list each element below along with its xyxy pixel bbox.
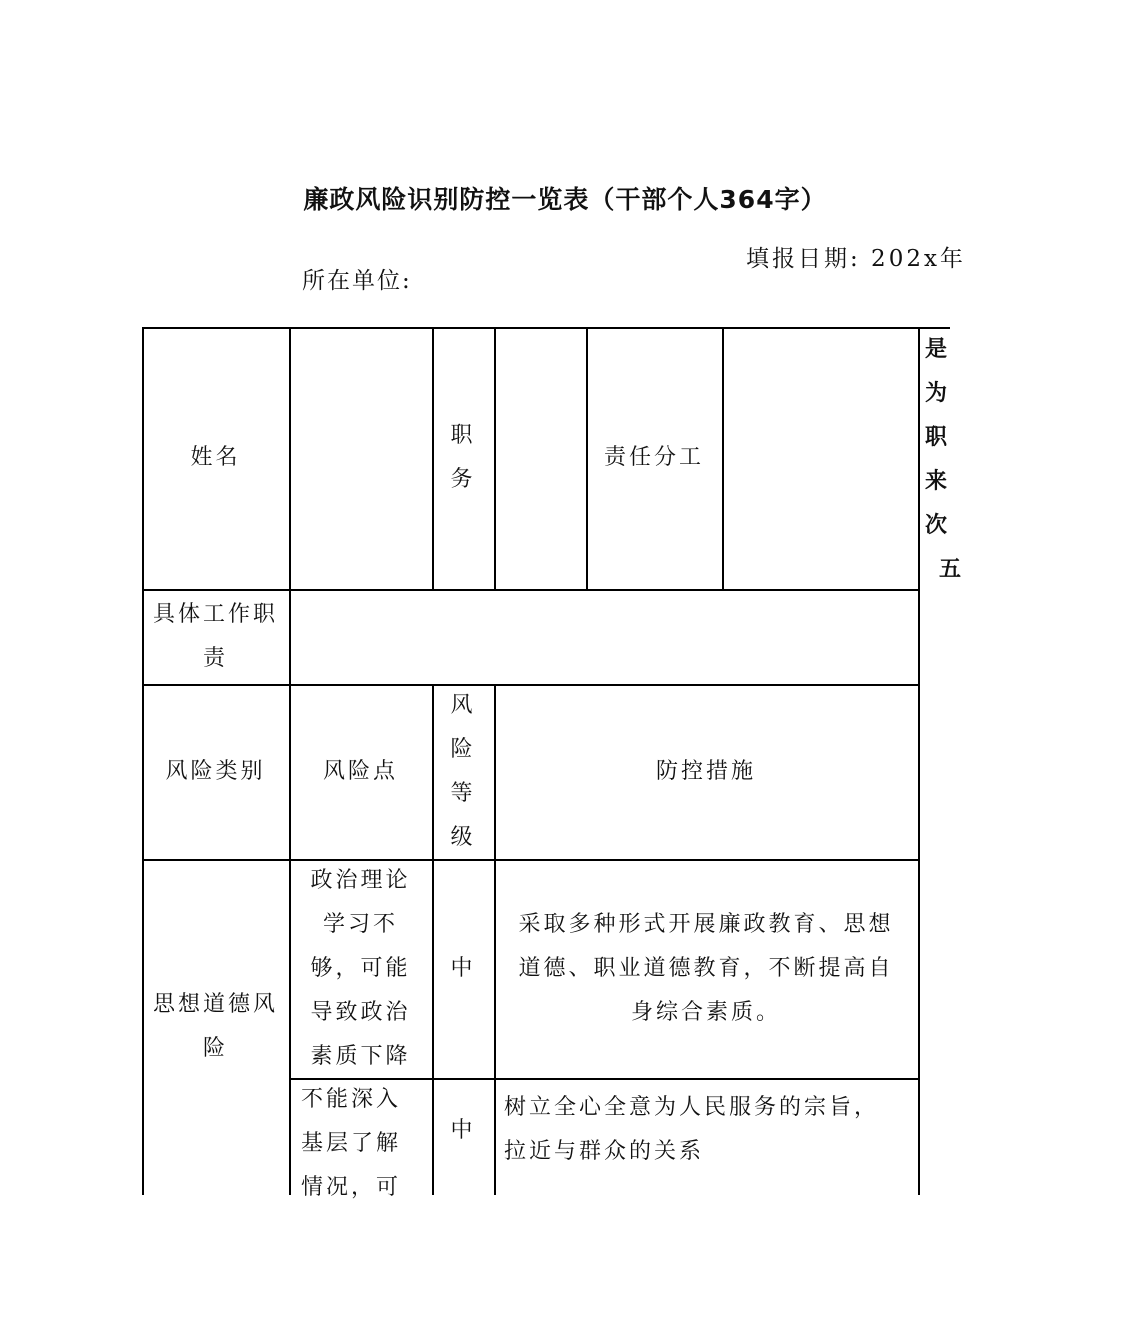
- risk-category-cell: 思想道德风险: [152, 992, 278, 1061]
- position-value: [494, 327, 586, 589]
- risk-point-cell: 政治理论学习不够，可能导致政治素质下降: [310, 867, 411, 1069]
- duty-division-value: [722, 327, 918, 589]
- risk-level-cell: 中: [450, 955, 476, 981]
- measures-cell: 采取多种形式开展廉政教育、思想道德、职业道德教育，不断提高自身综合素质。: [518, 911, 894, 1025]
- page-title: 廉政风险识别防控一览表（干部个人364字）: [303, 185, 827, 214]
- risk-level-cell: 中: [450, 1118, 476, 1143]
- date-label: 填报日期: 202x年: [746, 246, 966, 272]
- risk-point-cell: 不能深入基层了解情况，可: [301, 1087, 402, 1200]
- work-duty-label: 具体工作职责: [152, 601, 278, 671]
- duty-division-label: 责任分工: [603, 445, 704, 470]
- risk-table: [142, 327, 962, 1200]
- side-header-text: 是 为 职 来 次 五: [925, 336, 962, 582]
- name-value: [289, 327, 432, 589]
- measures-cell: 树立全心全意为人民服务的宗旨，拉近与群众的关系: [504, 1095, 880, 1164]
- col-divider: [918, 327, 920, 1195]
- unit-label: 所在单位:: [302, 268, 412, 294]
- name-label: 姓名: [190, 445, 241, 470]
- position-label: 职务: [450, 423, 476, 492]
- col-header-level: 风险等级: [450, 692, 476, 850]
- work-duty-value: [289, 589, 918, 684]
- col-header-category: 风险类别: [165, 758, 266, 784]
- col-header-measures: 防控措施: [655, 758, 756, 784]
- col-header-point: 风险点: [322, 758, 398, 784]
